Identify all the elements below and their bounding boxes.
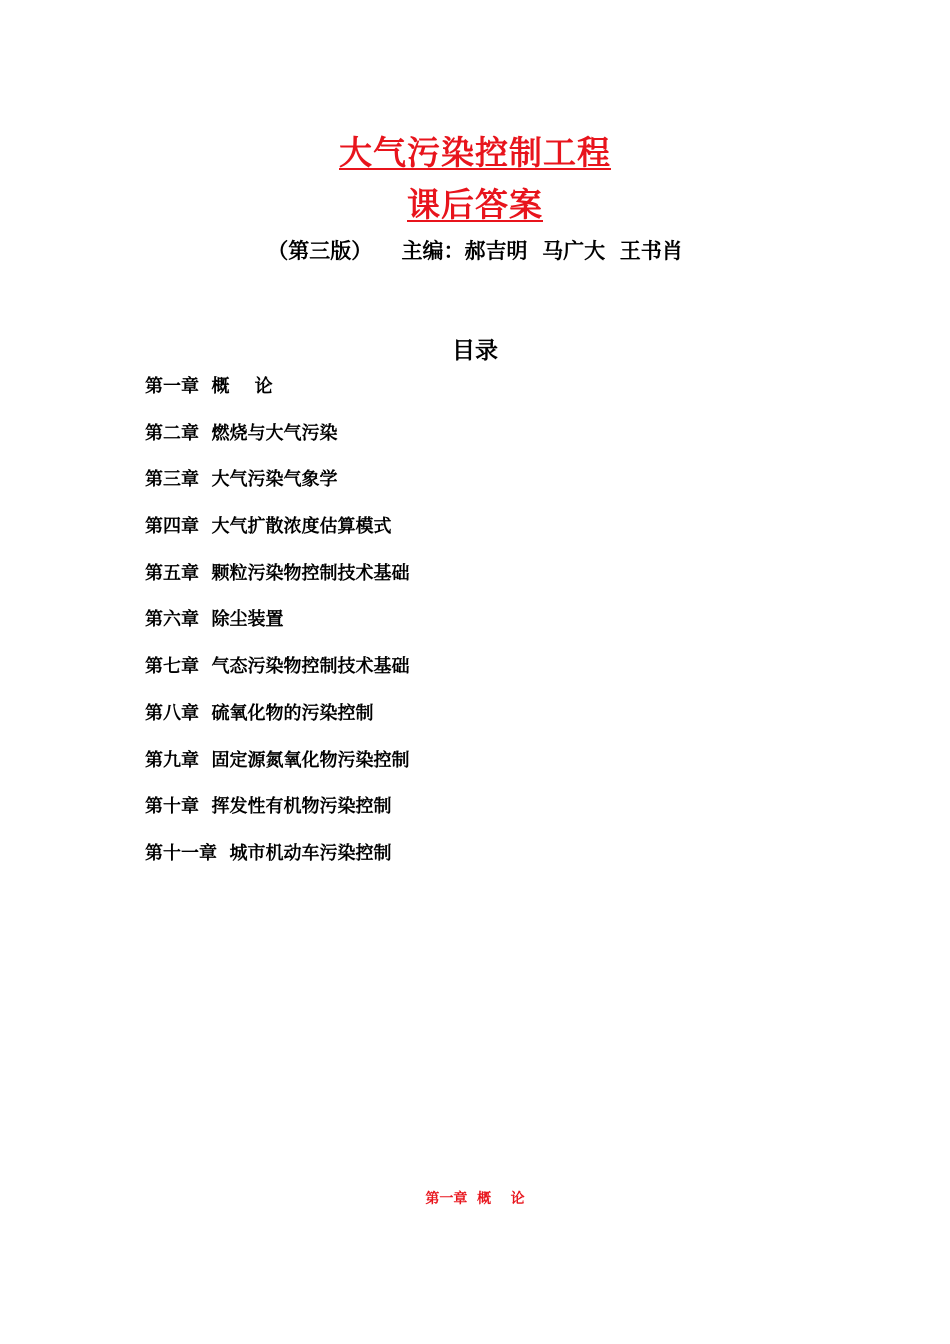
- toc-item-chapter-2[interactable]: 第二章 燃烧与大气污染: [145, 422, 338, 444]
- toc-item-chapter-7[interactable]: 第七章 气态污染物控制技术基础: [145, 656, 410, 678]
- toc-item-chapter-4[interactable]: 第四章 大气扩散浓度估算模式: [145, 516, 392, 538]
- document-title-line-2[interactable]: 课后答案: [407, 185, 543, 224]
- toc-item-chapter-10[interactable]: 第十章 挥发性有机物污染控制: [145, 796, 392, 818]
- toc-item-chapter-3[interactable]: 第三章 大气污染气象学: [145, 469, 338, 491]
- toc-item-chapter-6[interactable]: 第六章 除尘装置: [145, 609, 284, 631]
- document-subtitle: （第三版） 主编：郝吉明 马广大 王书肖: [267, 239, 683, 263]
- toc-heading: 目录: [452, 338, 498, 364]
- toc-item-chapter-5[interactable]: 第五章 颗粒污染物控制技术基础: [145, 562, 410, 584]
- chapter-1-heading-link[interactable]: 第一章 概 论: [425, 1191, 525, 1207]
- document-title-line-1[interactable]: 大气污染控制工程: [339, 133, 611, 172]
- toc-item-chapter-11[interactable]: 第十一章 城市机动车污染控制: [145, 842, 392, 864]
- toc-list: [145, 374, 745, 888]
- toc-item-chapter-9[interactable]: 第九章 固定源氮氧化物污染控制: [145, 749, 410, 771]
- toc-item-chapter-1[interactable]: 第一章 概 论: [145, 376, 273, 397]
- toc-item-chapter-8[interactable]: 第八章 硫氧化物的污染控制: [145, 702, 374, 724]
